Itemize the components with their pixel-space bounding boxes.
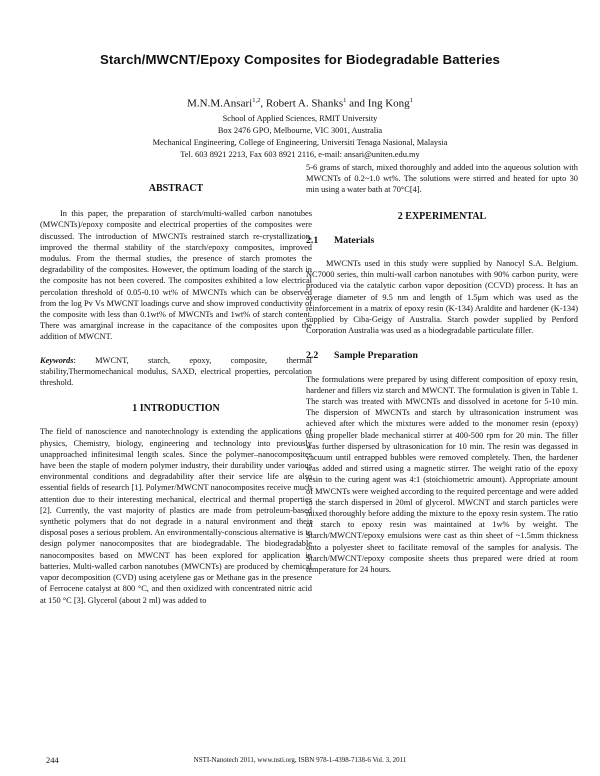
affiliation-line: Box 2476 GPO, Melbourne, VIC 3001, Australia [217,126,383,135]
author-affil-mark: 1 [409,97,413,104]
section-title: Materials [334,234,375,246]
experimental-heading: 2 EXPERIMENTAL [397,210,487,222]
intro-continued-text: 5-6 grams of starch, mixed thoroughly and added into the aqueous solution with MWCNTs of 0.2~1.0 wt%. The solutions were stirred and heated for upto 30 min using a water bath at 70°C[4]. [306,163,578,195]
author-name: M.N.M.Ansari [187,97,253,110]
affiliation-line: Tel. 603 8921 2213, Fax 603 8921 2116, e-mail: ansari@uniten.edu.my [180,150,420,159]
introduction-text: The field of nanoscience and nanotechnology is extending the applications of physics, Chemistry, biology, engineering and technology into previously unapproached infinitesimal length scales. Since the polymer–nanocomposites have been the staple of modern polymer industry, their durability under various environmental conditions and degradability after their service life are also essential fields of research [1]. Polymer/MWCNT nanocomposites receive much attention due to their interesting mechanical, electrical and thermal properties [2]. Currently, the vast majority of plastics are made from petroleum-based synthetic polymers that do not degrade in a natural environment and their disposal poses a serious problem. An environmentally-conscious alternative is to design polymer nanocomposites that are biodegradable. The biodegradable nanocomposites based on MWCNT has been explored for application in batteries. Multi-walled carbon nanotubes (MWCNTs) are produced by chemical vapor decomposition (CVD) using acetylene gas or Methane gas in the presence of Ferrocene catalyst at 800 °C, and then oxidized with concentrated nitric acid at 150 °C [3]. Glycerol (about 2 ml) was added to [40,427,312,605]
sample-prep-heading [306,350,578,361]
sample-prep-text: The formulations were prepared by using different composition of epoxy resin, hardener and fillers viz starch and MWCNT. The formulation is given in Table 1. The starch was treated with MWCNTs and dissolved in acetone for 5-10 min. The dispersion of MWCNTs and starch by ultrasonication instrument was achieved after which the mixtures were added to the monomer resin (epoxy) using propeller blade mechanical stirrer at 400-500 rpm for 20 min. The filler was further dispersed by ultrasonication for 10 min. The resin was degassed in vacuum until entrapped bubbles were removed completely. Then, the hardener was added and stirred using a magnetic stirrer. The weight ratio of the epoxy resin to the curing agent was 4:1 (stoichiometric amount). Appropriate amount of MWCNTs were weighed according to the required percentage and were added to the starch dispersed in 20ml of glycerol. MWCNT and starch particles were mixed thoroughly before adding the mixture to the epoxy resin system. The ratio of starch to epoxy resin was maintained at 1w% by weight. The Starch/MWCNT/epoxy emulsions were cast as thin sheet of ~1.5mm thickness onto a polyester sheet to facilitate removal of the samples for analysis. The Starch/MWCNT/epoxy composite sheets thus prepared were dried at room temperature for 24 hours. [306,374,578,575]
abstract-heading: ABSTRACT [148,183,204,194]
section-number: 2.1 [306,234,319,246]
section-number: 2.2 [306,350,319,362]
materials-heading [306,235,578,246]
keywords [40,355,312,389]
affiliation-line: Mechanical Engineering, College of Engineering, Universiti Tenaga Nasional, Malaysia [152,138,448,147]
abstract-text: In this paper, the preparation of starch/multi-walled carbon nanotubes (MWCNTs)/epoxy composite and electrical properties of the composites were discussed. The introduction of MWCNTs restrained starch re-crystallization, improved the thermal stability of the starch/epoxy composites, improved modulus. From the thermal studies, the presence of starch promotes the degradability of the composites. However, the optimum loading of the starch in the composite has not been covered. The composites exhibited a low electrical percolation threshold of 0.05-0.10 wt% of MWCNTs which can be observed from the log Pv Vs MWCNT loadings curve and show improved conductivity of the composite with less than 0.1wt% of MWCNTs and 1wt% of starch content. There was amarginal increase in the capacitance of the composites upon the addition of MWCNT. [40,209,312,342]
affiliation-line: School of Applied Sciences, RMIT University [222,114,378,123]
section-title: Sample Preparation [334,350,418,362]
introduction-heading: 1 INTRODUCTION [132,403,220,415]
author-name: Robert A. Shanks [265,97,344,110]
author-affil-mark: 1,2 [252,97,261,104]
keywords-text: : MWCNT, starch, epoxy, composite, thermal stability,Thermomechanical modulus, SAXD, electrical properties, percolation threshold. [40,355,312,388]
left-column [40,183,312,606]
author-affil-mark: 1 [343,97,347,104]
keywords-label: Keywords [40,355,74,365]
author-name: Ing Kong [367,97,410,110]
materials-text: MWCNTs used in this study were supplied by Nanocyl S.A. Belgium. NC7000 series, thin multi-wall carbon nanotubes with 90% carbon purity, were produced via the catalytic carbon vapor deposition (CCVD) process. It has an average diameter of 9.5 nm and length of 1.5μm which was used as the reinforcement in a matrix of epoxy resin (K-134) Araldite and hardener (K-134) supplied by Ciba-Geigy of Australia. Starch powder supplied by Penford Corporation Australia was used as a biodegradable particulate filler. [306,259,578,336]
footer-citation: NSTI-Nanotech 2011, www.nsti.org, ISBN 978-1-4398-7138-6 Vol. 3, 2011 [193,756,407,764]
author-list: M.N.M.Ansari$^{1,2}$, Robert A. Shanks$^1$ and Ing Kong$^1$ [187,97,413,110]
paper-title: Starch/MWCNT/Epoxy Composites for Biodegradable Batteries [100,52,500,67]
page-number: 244 [46,755,59,765]
right-column [306,162,578,575]
